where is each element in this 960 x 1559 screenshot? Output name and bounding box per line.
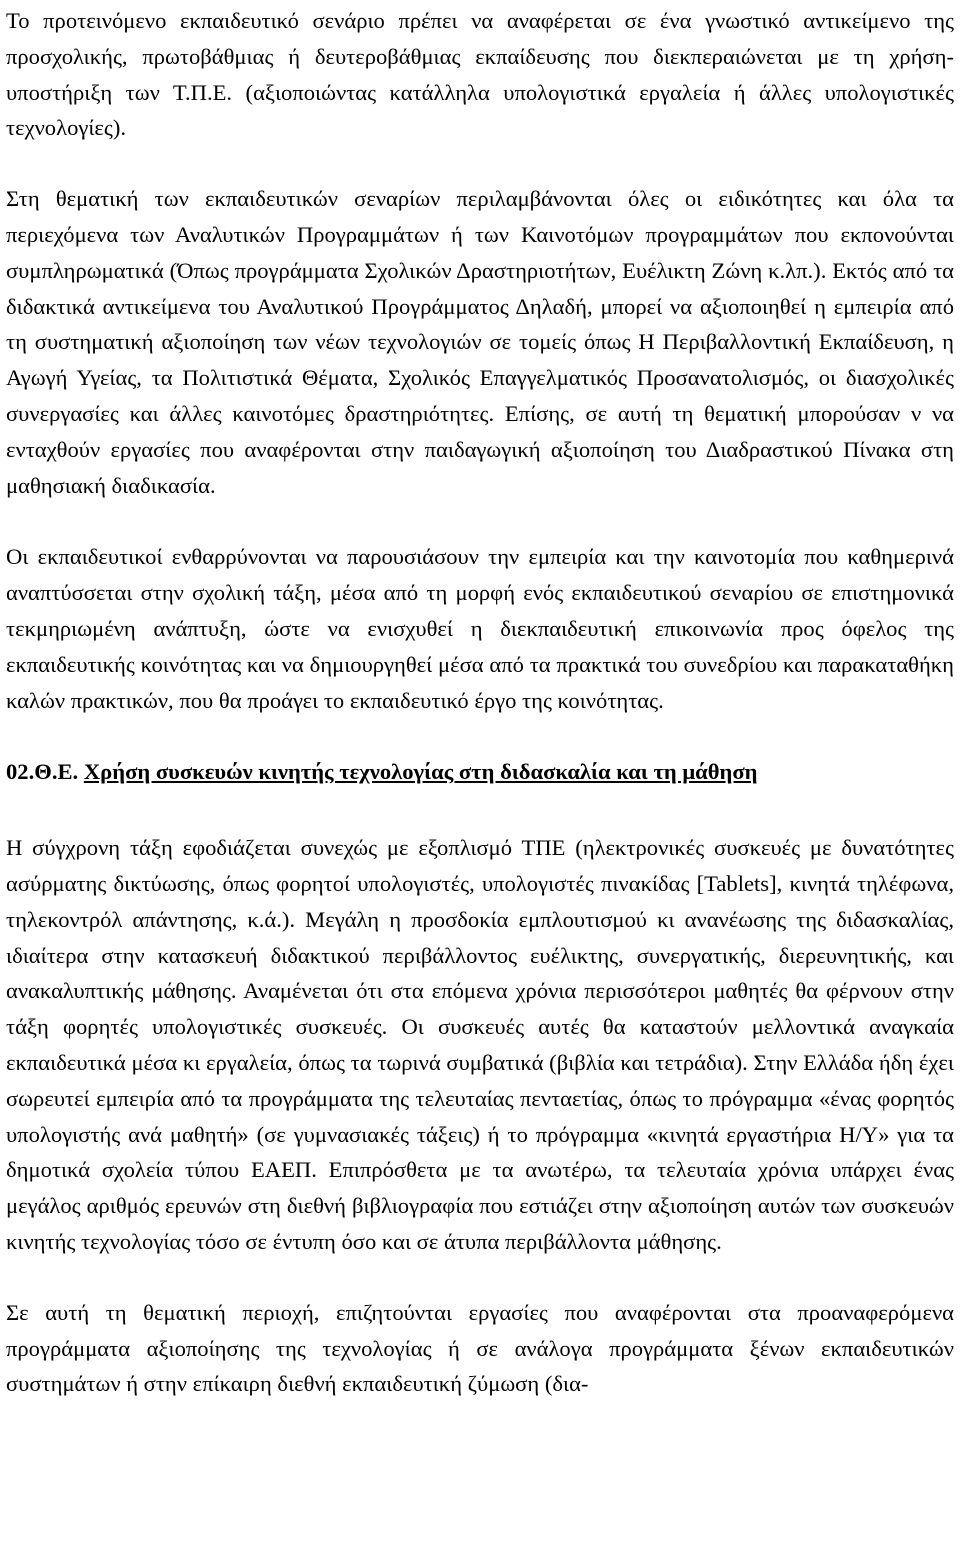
section-title: Χρήση συσκευών κινητής τεχνολογίας στη διδασκαλία και τη μάθηση bbox=[83, 759, 758, 785]
thematic-area-paragraph: Σε αυτή τη θεματική περιοχή, επιζητούνται εργασίες που αναφέρονται στα προαναφερόμενα προγράμματα αξιοποίησης της τεχνολογίας ή σε ανάλογα προγράμματα ξένων εκπαιδευτικών συστημάτων ή στην επίκαιρη διεθνή εκπαιδευτική ζύμωση (δια- bbox=[6, 1299, 954, 1397]
mobile-technology-paragraph: Η σύγχρονη τάξη εφοδιάζεται συνεχώς με εξοπλισμό ΤΠΕ (ηλεκτρονικές συσκευές με δυνατότητες ασύρματης δικτύωσης, όπως φορητοί υπολογιστές, υπολογιστές πινακίδας [Tablets], κινητά τηλέφωνα, τηλεκοντρόλ απάντησης, κ.ά.). Μεγάλη η προσδοκία εμπλουτισμού κι ανανέωσης της διδασκαλίας, ιδιαίτερα στην κατασκευή διδακτικού περιβάλλοντος ευέλικτης, συνεργατικής, διερευνητικής, και ανακαλυπτικής μάθησης. Αναμένεται ότι στα επόμενα χρόνια περισσότεροι μαθητές θα φέρνουν στην τάξη φορητές υπολογιστικές συσκευές. Οι συσκευές αυτές θα καταστούν μελλοντικά αναγκαία εκπαιδευτικά μέσα κι εργαλεία, όπως τα τωρινά συμβατικά (βιβλία και τετράδια). Στην Ελλάδα ήδη έχει σωρευτεί εμπειρία από τα προγράμματα της τελευταίας πενταετίας, όπως το πρόγραμμα «ένας φορητός υπολογιστής ανά μαθητή» (σε γυμνασιακές τάξεις) ή το πρόγραμμα «κινητά εργαστήρια Η/Υ» για τα δημοτικά σχολεία τύπου ΕΑΕΠ. Επιπρόσθετα με τα ανωτέρω, τα τελευταία χρόνια υπάρχει ένας μεγάλος αριθμός ερευνών στη διεθνή βιβλιογραφία που εστιάζει στην αξιοποίηση αυτών των συσκευών κινητής τεχνολογίας τόσο σε έντυπη όσο και σε άτυπα περιβάλλοντα μάθησης. bbox=[6, 835, 954, 1254]
section-heading bbox=[6, 754, 954, 790]
thematic-paragraph: Στη θεματική των εκπαιδευτικών σεναρίων περιλαμβάνονται όλες οι ειδικότητες και όλα τα περιεχόμενα των Αναλυτικών Προγραμμάτων ή των Καινοτόμων προγραμμάτων που εκπονούνται συμπληρωματικά (Όπως προγράμματα Σχολικών Δραστηριοτήτων, Ευέλικτη Ζώνη κ.λπ.). Εκτός από τα διδακτικά αντικείμενα του Αναλυτικού Προγράμματος Δηλαδή, μπορεί να αξιοποιηθεί η εμπειρία από τη συστηματική αξιοποίηση των νέων τεχνολογιών σε τομείς όπως Η Περιβαλλοντική Εκπαίδευση, η Αγωγή Υγείας, τα Πολιτιστικά Θέματα, Σχολικός Επαγγελματικός Προσανατολισμός, οι διασχολικές συνεργασίες και άλλες καινοτόμες δραστηριότητες. Επίσης, σε αυτή τη θεματική μπορούσαν ν να ενταχθούν εργασίες που αναφέρονται στην παιδαγωγική αξιοποίηση του Διαδραστικού Πίνακα στη μαθησιακή διαδικασία. bbox=[6, 186, 954, 498]
intro-paragraph: Το προτεινόμενο εκπαιδευτικό σενάριο πρέπει να αναφέρεται σε ένα γνωστικό αντικείμενο της προσχολικής, πρωτοβάθμιας ή δευτεροβάθμιας εκπαίδευσης που διεκπεραιώνεται με τη χρήση-υποστήριξη των Τ.Π.Ε. (αξιοποιώντας κατάλληλα υπολογιστικά εργαλεία ή άλλες υπολογιστικές τεχνολογίες). bbox=[6, 8, 954, 141]
section-number: 02.Θ.Ε. bbox=[6, 759, 79, 785]
encourage-paragraph: Οι εκπαιδευτικοί ενθαρρύνονται να παρουσιάσουν την εμπειρία και την καινοτομία που καθημερινά αναπτύσσεται στην σχολική τάξη, μέσα από τη μορφή ενός εκπαιδευτικού σεναρίου σε επιστημονικά τεκμηριωμένη ανάπτυξη, ώστε να ενισχυθεί η διεκπαιδευτική επικοινωνία προς όφελος της εκπαιδευτικής κοινότητας και να δημιουργηθεί μέσα από τα πρακτικά του συνεδρίου και παρακαταθήκη καλών πρακτικών, που θα προάγει το εκπαιδευτικό έργο της κοινότητας. bbox=[6, 544, 954, 713]
